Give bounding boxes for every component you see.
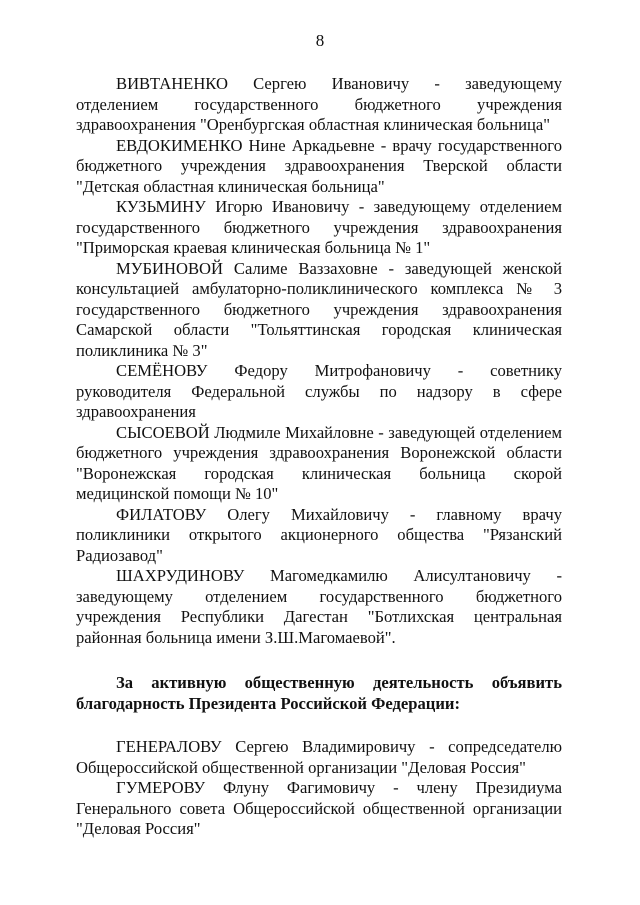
section-spacer <box>76 714 562 737</box>
award-entry: СЕМЁНОВУ Федору Митрофановичу - советнику руководителя Федеральной службы по надзору в сфере здравоохранения <box>76 361 562 421</box>
award-entry: МУБИНОВОЙ Салиме Ваззаховне - заведующей женской консультацией амбулаторно-поликлинического комплекса № 3 государственного бюджетного учреждения здравоохранения Самарской области "Тольяттинская городская клиническая поликлиника № 3" <box>76 258 562 360</box>
document-body <box>76 74 562 840</box>
award-entry: ЕВДОКИМЕНКО Нине Аркадьевне - врачу государственного бюджетного учреждения здравоохранения Тверской области "Детская областная клиническая больница" <box>76 135 562 196</box>
section-heading: За активную общественную деятельность объявить благодарность Президента Российской Федерации: <box>76 673 562 713</box>
award-entry: КУЗЬМИНУ Игорю Ивановичу - заведующему отделением государственного бюджетного учреждения здравоохранения "Приморская краевая клиническая больница № 1" <box>76 197 562 257</box>
award-entry: СЫСОЕВОЙ Людмиле Михайловне - заведующей отделением бюджетного учреждения здравоохранения Воронежской области "Воронежская городская клиническая больница скорой медицинской помощи № 10" <box>76 422 562 503</box>
award-entry: ШАХРУДИНОВУ Магомедкамилю Алисултановичу - заведующему отделением государственного бюджетного учреждения Республики Дагестан "Ботлихская центральная районная больница имени З.Ш.Магомаевой". <box>76 566 562 647</box>
award-entry: ФИЛАТОВУ Олегу Михайловичу - главному врачу поликлиники открытого акционерного общества "Рязанский Радиозавод" <box>76 504 562 565</box>
award-entry: ГУМЕРОВУ Флуну Фагимовичу - члену Президиума Генерального совета Общероссийской общественной организации "Деловая Россия" <box>76 778 562 838</box>
award-entry: ВИВТАНЕНКО Сергею Ивановичу - заведующему отделением государственного бюджетного учреждения здравоохранения "Оренбургская областная клиническая больница" <box>76 74 562 134</box>
award-entry: ГЕНЕРАЛОВУ Сергею Владимировичу - сопредседателю Общероссийской общественной организации "Деловая Россия" <box>76 737 562 777</box>
page-number: 8 <box>315 31 325 50</box>
